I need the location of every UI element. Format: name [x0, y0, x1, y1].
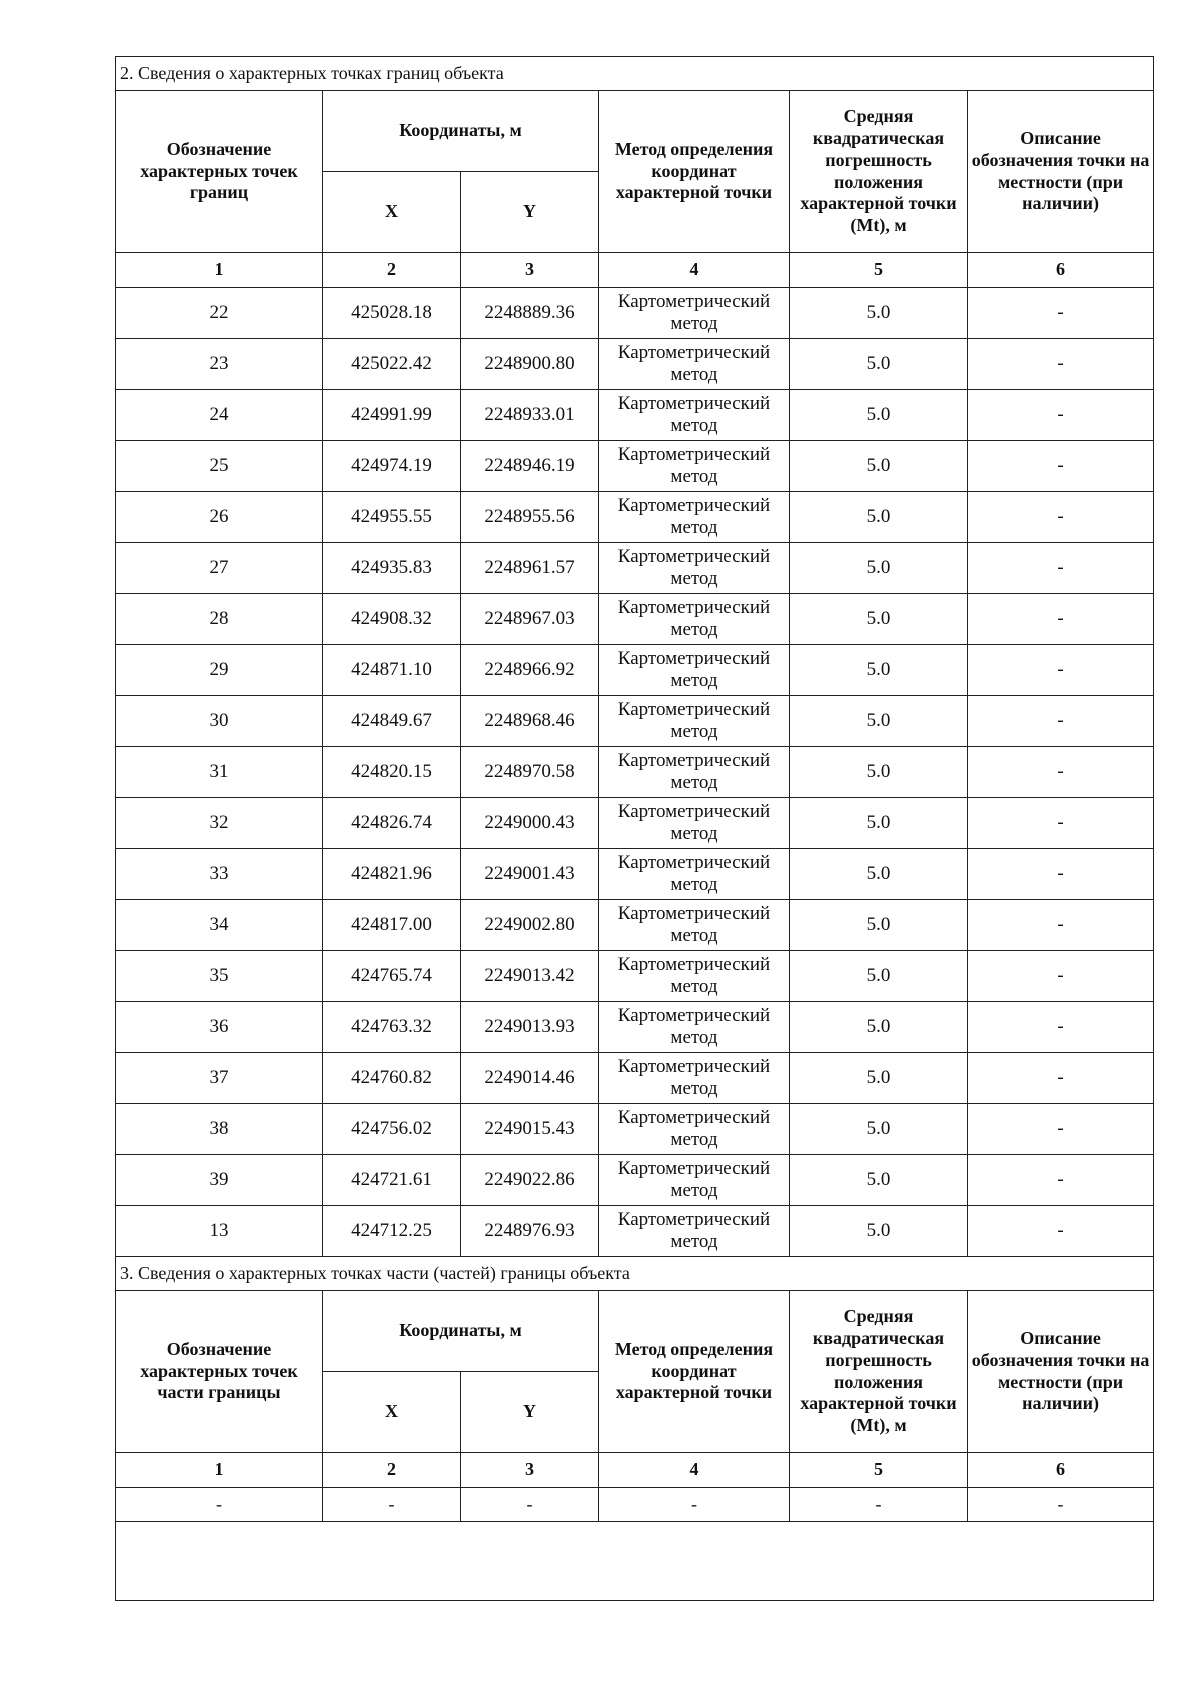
error-cell: 5.0: [790, 390, 968, 441]
point-id-cell: 13: [116, 1206, 323, 1257]
x-coordinate-cell: 424974.19: [323, 441, 461, 492]
section-3-caption: 3. Сведения о характерных точках части (частей) границы объекта: [116, 1257, 1154, 1291]
column-number: 5: [790, 253, 968, 288]
error-cell: 5.0: [790, 339, 968, 390]
error-cell: 5.0: [790, 1155, 968, 1206]
table-row: [116, 543, 1154, 594]
method-cell: Картометрический метод: [599, 747, 790, 798]
table-row: [116, 492, 1154, 543]
table-row: [116, 747, 1154, 798]
column-number: 6: [968, 1453, 1154, 1488]
description-cell: -: [968, 747, 1154, 798]
y-coordinate-cell: 2249001.43: [461, 849, 599, 900]
error-cell: 5.0: [790, 288, 968, 339]
x-coordinate-cell: 424817.00: [323, 900, 461, 951]
method-cell: Картометрический метод: [599, 696, 790, 747]
x-coordinate-cell: 424935.83: [323, 543, 461, 594]
method-cell: Картометрический метод: [599, 849, 790, 900]
x-coordinate-cell: 424849.67: [323, 696, 461, 747]
error-cell: 5.0: [790, 492, 968, 543]
description-cell: -: [968, 288, 1154, 339]
method-cell: Картометрический метод: [599, 798, 790, 849]
table-row: [116, 1155, 1154, 1206]
header-error: Средняя квадратическая погрешность положения характерной точки (Mt), м: [790, 91, 968, 253]
x-coordinate-cell: 424712.25: [323, 1206, 461, 1257]
dash-cell: -: [599, 1488, 790, 1522]
description-cell: -: [968, 798, 1154, 849]
table-row: [116, 900, 1154, 951]
description-cell: -: [968, 951, 1154, 1002]
method-cell: Картометрический метод: [599, 951, 790, 1002]
table-row: [116, 288, 1154, 339]
description-cell: -: [968, 645, 1154, 696]
x-coordinate-cell: 424908.32: [323, 594, 461, 645]
method-cell: Картометрический метод: [599, 900, 790, 951]
header-coords: Координаты, м: [323, 1291, 599, 1372]
description-cell: -: [968, 1155, 1154, 1206]
description-cell: -: [968, 441, 1154, 492]
error-cell: 5.0: [790, 951, 968, 1002]
column-number: 1: [116, 1453, 323, 1488]
y-coordinate-cell: 2249000.43: [461, 798, 599, 849]
point-id-cell: 25: [116, 441, 323, 492]
error-cell: 5.0: [790, 849, 968, 900]
method-cell: Картометрический метод: [599, 645, 790, 696]
error-cell: 5.0: [790, 1104, 968, 1155]
table-row: [116, 798, 1154, 849]
point-id-cell: 33: [116, 849, 323, 900]
description-cell: -: [968, 849, 1154, 900]
header-designation: Обозначение характерных точек части границы: [116, 1291, 323, 1453]
method-cell: Картометрический метод: [599, 288, 790, 339]
x-coordinate-cell: 424756.02: [323, 1104, 461, 1155]
table-row: [116, 1104, 1154, 1155]
y-coordinate-cell: 2248976.93: [461, 1206, 599, 1257]
y-coordinate-cell: 2249022.86: [461, 1155, 599, 1206]
error-cell: 5.0: [790, 594, 968, 645]
header-y: Y: [461, 172, 599, 253]
x-coordinate-cell: 424721.61: [323, 1155, 461, 1206]
table-row: [116, 951, 1154, 1002]
method-cell: Картометрический метод: [599, 441, 790, 492]
point-id-cell: 39: [116, 1155, 323, 1206]
method-cell: Картометрический метод: [599, 1206, 790, 1257]
description-cell: -: [968, 900, 1154, 951]
description-cell: -: [968, 390, 1154, 441]
point-id-cell: 22: [116, 288, 323, 339]
x-coordinate-cell: 425028.18: [323, 288, 461, 339]
method-cell: Картометрический метод: [599, 543, 790, 594]
error-cell: 5.0: [790, 1002, 968, 1053]
point-id-cell: 37: [116, 1053, 323, 1104]
table-row: [116, 1053, 1154, 1104]
error-cell: 5.0: [790, 696, 968, 747]
y-coordinate-cell: 2249013.42: [461, 951, 599, 1002]
x-coordinate-cell: 425022.42: [323, 339, 461, 390]
table-row: [116, 849, 1154, 900]
error-cell: 5.0: [790, 543, 968, 594]
point-id-cell: 35: [116, 951, 323, 1002]
x-coordinate-cell: 424955.55: [323, 492, 461, 543]
description-cell: -: [968, 594, 1154, 645]
method-cell: Картометрический метод: [599, 390, 790, 441]
description-cell: -: [968, 492, 1154, 543]
column-number-row: [116, 1453, 1154, 1488]
error-cell: 5.0: [790, 1053, 968, 1104]
point-id-cell: 34: [116, 900, 323, 951]
column-number-row: [116, 253, 1154, 288]
header-y: Y: [461, 1372, 599, 1453]
x-coordinate-cell: 424763.32: [323, 1002, 461, 1053]
header-x: X: [323, 1372, 461, 1453]
y-coordinate-cell: 2248966.92: [461, 645, 599, 696]
y-coordinate-cell: 2248955.56: [461, 492, 599, 543]
method-cell: Картометрический метод: [599, 492, 790, 543]
method-cell: Картометрический метод: [599, 1053, 790, 1104]
blank-cell: [116, 1522, 1154, 1601]
table-row: [116, 1206, 1154, 1257]
dash-cell: -: [461, 1488, 599, 1522]
description-cell: -: [968, 339, 1154, 390]
error-cell: 5.0: [790, 645, 968, 696]
x-coordinate-cell: 424871.10: [323, 645, 461, 696]
column-number: 2: [323, 253, 461, 288]
point-id-cell: 32: [116, 798, 323, 849]
x-coordinate-cell: 424826.74: [323, 798, 461, 849]
column-number: 6: [968, 253, 1154, 288]
y-coordinate-cell: 2249002.80: [461, 900, 599, 951]
table-row: [116, 441, 1154, 492]
x-coordinate-cell: 424821.96: [323, 849, 461, 900]
column-number: 4: [599, 253, 790, 288]
table-row: [116, 594, 1154, 645]
point-id-cell: 27: [116, 543, 323, 594]
header-coords: Координаты, м: [323, 91, 599, 172]
y-coordinate-cell: 2248968.46: [461, 696, 599, 747]
dash-cell: -: [790, 1488, 968, 1522]
header-method: Метод определения координат характерной точки: [599, 1291, 790, 1453]
empty-part-row: [116, 1488, 1154, 1522]
point-id-cell: 36: [116, 1002, 323, 1053]
error-cell: 5.0: [790, 900, 968, 951]
point-id-cell: 38: [116, 1104, 323, 1155]
description-cell: -: [968, 696, 1154, 747]
point-id-cell: 30: [116, 696, 323, 747]
dash-cell: -: [968, 1488, 1154, 1522]
y-coordinate-cell: 2248970.58: [461, 747, 599, 798]
error-cell: 5.0: [790, 747, 968, 798]
description-cell: -: [968, 1104, 1154, 1155]
column-number: 2: [323, 1453, 461, 1488]
header-description: Описание обозначения точки на местности (при наличии): [968, 91, 1154, 253]
y-coordinate-cell: 2248946.19: [461, 441, 599, 492]
description-cell: -: [968, 1206, 1154, 1257]
point-id-cell: 31: [116, 747, 323, 798]
point-id-cell: 29: [116, 645, 323, 696]
y-coordinate-cell: 2249015.43: [461, 1104, 599, 1155]
table-row: [116, 390, 1154, 441]
header-designation: Обозначение характерных точек границ: [116, 91, 323, 253]
dash-cell: -: [323, 1488, 461, 1522]
y-coordinate-cell: 2248961.57: [461, 543, 599, 594]
column-number: 5: [790, 1453, 968, 1488]
table-row: [116, 645, 1154, 696]
y-coordinate-cell: 2248900.80: [461, 339, 599, 390]
y-coordinate-cell: 2248933.01: [461, 390, 599, 441]
column-number: 3: [461, 253, 599, 288]
column-number: 1: [116, 253, 323, 288]
y-coordinate-cell: 2249014.46: [461, 1053, 599, 1104]
point-id-cell: 26: [116, 492, 323, 543]
method-cell: Картометрический метод: [599, 1002, 790, 1053]
table-row: [116, 696, 1154, 747]
x-coordinate-cell: 424820.15: [323, 747, 461, 798]
y-coordinate-cell: 2248967.03: [461, 594, 599, 645]
error-cell: 5.0: [790, 1206, 968, 1257]
description-cell: -: [968, 543, 1154, 594]
x-coordinate-cell: 424760.82: [323, 1053, 461, 1104]
header-x: X: [323, 172, 461, 253]
x-coordinate-cell: 424765.74: [323, 951, 461, 1002]
point-id-cell: 28: [116, 594, 323, 645]
method-cell: Картометрический метод: [599, 339, 790, 390]
y-coordinate-cell: 2248889.36: [461, 288, 599, 339]
method-cell: Картометрический метод: [599, 1155, 790, 1206]
boundary-points-table: [115, 56, 1154, 1601]
dash-cell: -: [116, 1488, 323, 1522]
point-id-cell: 23: [116, 339, 323, 390]
description-cell: -: [968, 1002, 1154, 1053]
header-error: Средняя квадратическая погрешность положения характерной точки (Mt), м: [790, 1291, 968, 1453]
section-2-caption: 2. Сведения о характерных точках границ объекта: [116, 57, 1154, 91]
method-cell: Картометрический метод: [599, 594, 790, 645]
method-cell: Картометрический метод: [599, 1104, 790, 1155]
table-row: [116, 1002, 1154, 1053]
header-method: Метод определения координат характерной точки: [599, 91, 790, 253]
description-cell: -: [968, 1053, 1154, 1104]
column-number: 4: [599, 1453, 790, 1488]
point-id-cell: 24: [116, 390, 323, 441]
error-cell: 5.0: [790, 798, 968, 849]
column-number: 3: [461, 1453, 599, 1488]
error-cell: 5.0: [790, 441, 968, 492]
x-coordinate-cell: 424991.99: [323, 390, 461, 441]
y-coordinate-cell: 2249013.93: [461, 1002, 599, 1053]
table-row: [116, 339, 1154, 390]
blank-row: [116, 1522, 1154, 1601]
header-description: Описание обозначения точки на местности (при наличии): [968, 1291, 1154, 1453]
